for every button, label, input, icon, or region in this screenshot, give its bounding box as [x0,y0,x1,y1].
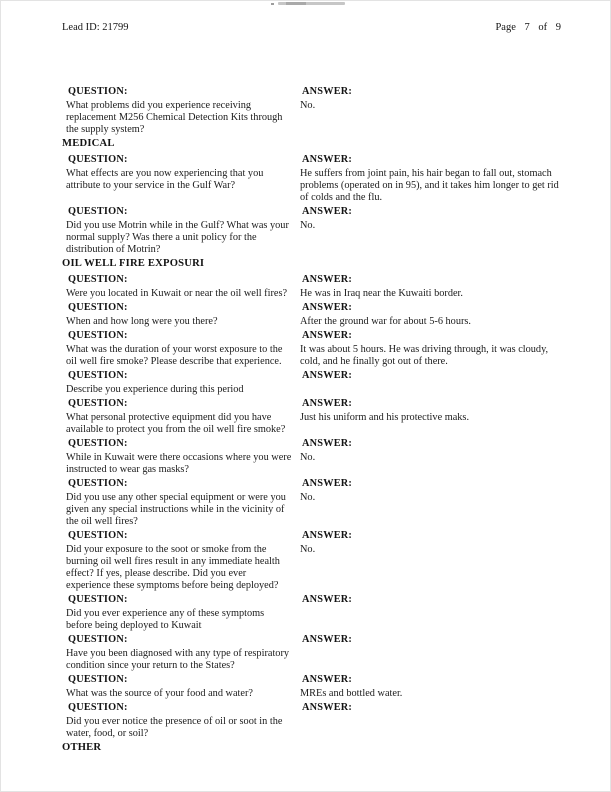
answer-text: No. [300,544,316,555]
answer-label: ANSWER: [302,438,353,449]
question-column [66,702,300,740]
question-label: QUESTION: [68,634,128,645]
answer-label: ANSWER: [302,674,353,685]
question-label: QUESTION: [68,206,128,217]
answer-label: ANSWER: [302,86,353,97]
answer-column [300,702,563,740]
question-label: QUESTION: [68,274,128,285]
qa-row [66,478,563,528]
answer-label: ANSWER: [302,274,353,285]
qa-row [66,86,563,136]
answer-text: No. [300,220,316,231]
qa-row [66,530,563,592]
answer-text: No. [300,100,316,111]
question-label: QUESTION: [68,154,128,165]
question-label: QUESTION: [68,86,128,97]
question-column [66,530,300,592]
page-number-label: Page 7 of 9 [495,22,561,33]
question-text: What personal protective equipment did you have available to protect you from the oil well fire smoke? [66,412,286,435]
question-text: Did your exposure to the soot or smoke from the burning oil well fires result in any immediate health effect? If yes, please describe. Did you ever experience these symptoms before being deployed? [66,544,280,591]
answer-column [300,530,563,592]
answer-label: ANSWER: [302,154,353,165]
document-header [0,22,611,34]
qa-row [66,398,563,436]
answer-column [300,302,563,328]
qa-row [66,438,563,476]
qa-row [66,594,563,632]
qa-row [66,702,563,740]
answer-label: ANSWER: [302,594,353,605]
answer-column [300,634,563,672]
scan-artifact-dot [271,3,274,5]
answer-column [300,594,563,632]
question-column [66,438,300,476]
question-text: When and how long were you there? [66,316,218,327]
section-header: MEDICAL [62,138,115,149]
question-text: What problems did you experience receiving replacement M256 Chemical Detection Kits through the supply system? [66,100,283,135]
answer-text: No. [300,452,316,463]
question-text: Have you been diagnosed with any type of respiratory condition since your return to the States? [66,648,290,671]
question-column [66,674,300,700]
answer-column [300,438,563,476]
answer-column [300,274,563,300]
answer-column [300,154,563,204]
question-text: Were you located in Kuwait or near the oil well fires? [66,288,288,299]
qa-content [0,86,611,758]
question-label: QUESTION: [68,702,128,713]
answer-text: No. [300,492,316,503]
answer-text: He suffers from joint pain, his hair began to fall out, stomach problems (operated on in 95), and it takes him longer to get rid of colds and the flu. [300,168,559,203]
answer-column [300,330,563,368]
answer-label: ANSWER: [302,330,353,341]
answer-label: ANSWER: [302,702,353,713]
question-text: Did you use Motrin while in the Gulf? What was your normal supply? Was there a unit policy for the distribution of Motrin? [66,220,289,255]
section-header: OTHER [62,742,102,753]
question-text: What was the source of your food and water? [66,688,253,699]
question-column [66,330,300,368]
answer-label: ANSWER: [302,206,353,217]
scan-artifact-bar-dark [286,2,306,5]
question-label: QUESTION: [68,302,128,313]
question-label: QUESTION: [68,674,128,685]
lead-id-label: Lead ID: 21799 [62,22,129,33]
question-column [66,370,300,396]
qa-row [66,674,563,700]
qa-row [66,206,563,256]
question-column [66,274,300,300]
question-label: QUESTION: [68,330,128,341]
question-column [66,478,300,528]
answer-label: ANSWER: [302,634,353,645]
answer-text: He was in Iraq near the Kuwaiti border. [300,288,463,299]
question-column [66,302,300,328]
question-column [66,594,300,632]
question-column [66,398,300,436]
question-column [66,634,300,672]
question-column [66,206,300,256]
question-label: QUESTION: [68,438,128,449]
qa-row [66,274,563,300]
answer-column [300,206,563,256]
question-text: Did you ever notice the presence of oil or soot in the water, food, or soil? [66,716,283,739]
question-text: Did you use any other special equipment or were you given any special instructions while in the vicinity of the oil well fires? [66,492,286,527]
question-label: QUESTION: [68,478,128,489]
qa-row [66,154,563,204]
answer-column [300,478,563,528]
question-label: QUESTION: [68,370,128,381]
section-header: OIL WELL FIRE EXPOSURI [62,258,205,269]
question-text: While in Kuwait were there occasions where you were instructed to wear gas masks? [66,452,292,475]
question-label: QUESTION: [68,398,128,409]
question-text: What effects are you now experiencing that you attribute to your service in the Gulf War? [66,168,264,191]
question-text: Did you ever experience any of these symptoms before being deployed to Kuwait [66,608,265,631]
qa-row [66,370,563,396]
answer-label: ANSWER: [302,302,353,313]
question-text: Describe you experience during this period [66,384,244,395]
qa-row [66,302,563,328]
answer-text: MREs and bottled water. [300,688,403,699]
answer-column [300,674,563,700]
qa-row [66,330,563,368]
question-column [66,86,300,136]
question-label: QUESTION: [68,594,128,605]
answer-text: Just his uniform and his protective maks. [300,412,470,423]
qa-row [66,634,563,672]
answer-column [300,86,563,136]
answer-text: After the ground war for about 5-6 hours. [300,316,471,327]
answer-column [300,398,563,436]
answer-label: ANSWER: [302,530,353,541]
answer-label: ANSWER: [302,398,353,409]
answer-column [300,370,563,396]
question-text: What was the duration of your worst exposure to the oil well fire smoke? Please describe that experience. [66,344,283,367]
question-label: QUESTION: [68,530,128,541]
answer-label: ANSWER: [302,370,353,381]
question-column [66,154,300,204]
answer-label: ANSWER: [302,478,353,489]
answer-text: It was about 5 hours. He was driving through, it was cloudy, cold, and he finally got out of there. [300,344,549,367]
